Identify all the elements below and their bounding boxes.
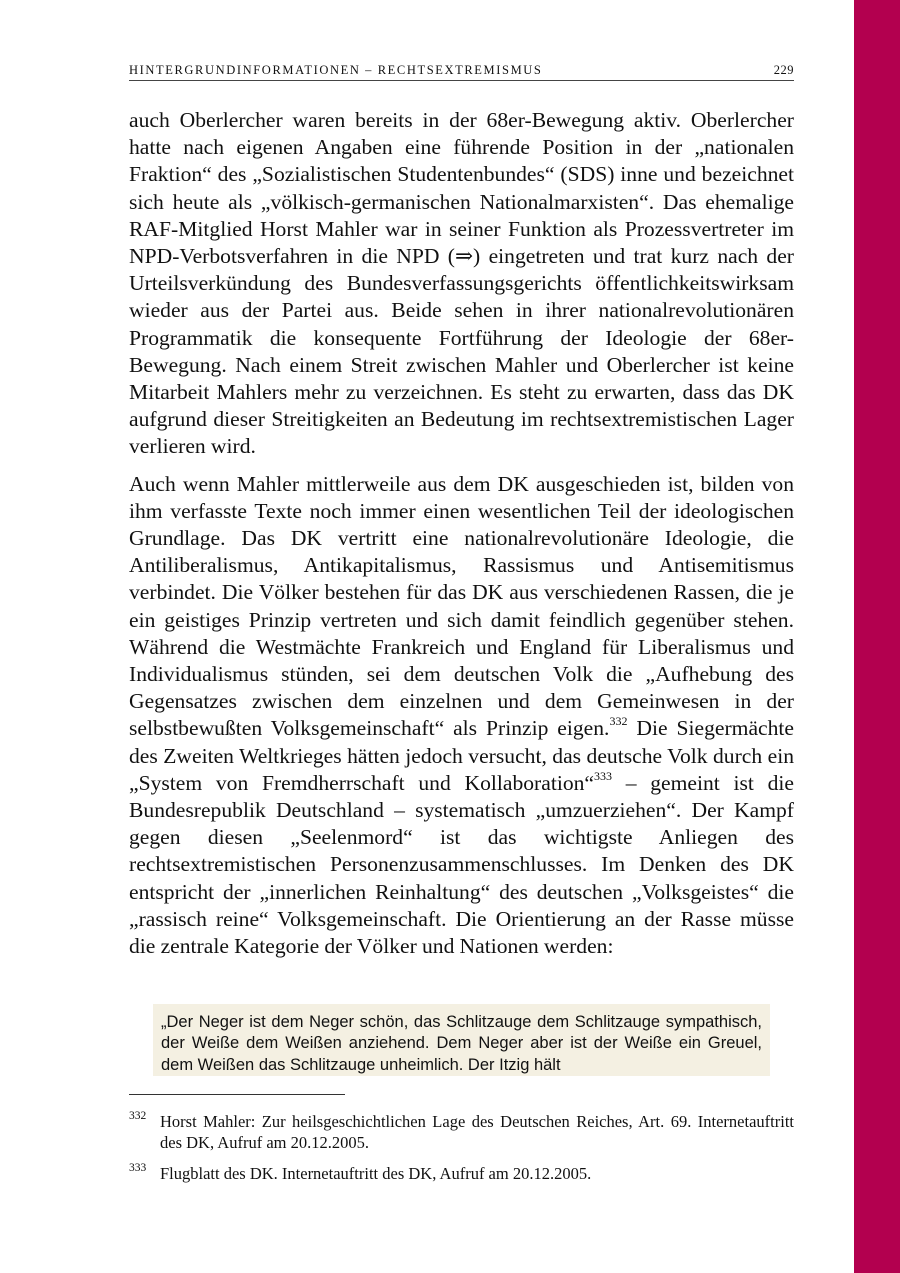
footnote-text: Horst Mahler: Zur heilsgeschichtlichen Lage des Deutschen Reiches, Art. 69. Internetauftritt des DK, Aufruf am 20.12.2005. xyxy=(160,1112,794,1152)
footnote-number: 332 xyxy=(129,1110,147,1122)
page-number: 229 xyxy=(773,63,794,77)
running-title: HINTERGRUNDINFORMATIONEN – RECHTSEXTREMISMUS xyxy=(129,63,543,77)
footnote-text: Flugblatt des DK. Internetauftritt des DK, Aufruf am 20.12.2005. xyxy=(160,1164,592,1183)
paragraph-1: auch Oberlercher waren bereits in der 68er-Bewegung aktiv. Oberlercher hatte nach eigenen Angaben eine führende Position in der „nationalen Fraktion“ des „Sozialistischen Studentenbundes“ (SDS) inne und bezeichnet sich heute als „völkisch-germanischen Nationalmarxisten“. Das ehemalige RAF-Mitglied Horst Mahler war in seiner Funktion als Prozessvertreter im NPD-Verbotsverfahren in die NPD (⇒) eingetreten und trat kurz nach der Urteilsverkündung des Bundesverfassungsgerichts öffentlichkeitswirksam wieder aus der Partei aus. Beide sehen in ihrer nationalrevolutionären Programmatik die konsequente Fortführung der Ideologie der 68er-Bewegung. Nach einem Streit zwischen Mahler und Oberlercher ist keine Mitarbeit Mahlers mehr zu verzeichnen. Es steht zu erwarten, dass das DK aufgrund dieser Streitigkeiten an Bedeutung im rechtsextremistischen Lager verlieren wird. xyxy=(129,108,794,459)
footnote-332 xyxy=(129,1111,794,1153)
footnote-333 xyxy=(129,1163,794,1184)
paragraph-2 xyxy=(129,471,794,961)
running-header xyxy=(129,62,794,81)
paragraph-2-part-1: Auch wenn Mahler mittlerweile aus dem DK ausgeschieden ist, bilden von ihm verfasste Texte noch immer einen wesentlichen Teil der ideologischen Grundlage. Das DK vertritt eine nationalrevolutionäre Ideologie, die Antiliberalismus, Antikapitalismus, Rassismus und Antisemitismus verbindet. Die Völker bestehen für das DK aus verschiedenen Rassen, die je ein geistiges Prinzip vertreten und sich damit feindlich gegenüber stehen. Während die Westmächte Frankreich und England für Liberalismus und Individualismus stünden, sei dem deutschen Volk die „Aufhebung des Gegensatzes zwischen dem einzelnen und dem Gemeinwesen in der selbstbewußten Volksgemeinschaft“ als Prinzip eigen. xyxy=(129,471,794,741)
paragraph-2-part-2: Die Siegermächte des Zweiten Weltkrieges hätten jedoch versucht, das deutsche Volk durch ein „System von Fremdherrschaft und Kollaboration“ xyxy=(129,716,794,795)
footnote-ref-333[interactable]: 333 xyxy=(594,768,613,783)
footnote-ref-332[interactable]: 332 xyxy=(609,714,628,729)
quote-text: „Der Neger ist dem Neger schön, das Schlitzauge dem Schlitzauge sympathisch, der Weiße dem Weißen anziehend. Dem Neger aber ist der Weiße ein Greuel, dem Weißen das Schlitzauge unheimlich. Der Itzig hält xyxy=(161,1013,762,1074)
paragraph-2-part-3: – gemeint ist die Bundesrepublik Deutschland – systematisch „umzuerziehen“. Der Kampf gegen diesen „Seelenmord“ ist das wichtigste Anliegen des rechtsextremistischen Personenzusammenschlusses. Im Denken des DK entspricht der „innerlichen Reinhaltung“ des deutschen „Volksgeistes“ die „rassisch reine“ Volksgemeinschaft. Die Orientierung an der Rasse müsse die zentrale Kategorie der Völker und Nationen werden: xyxy=(129,770,794,959)
footnotes xyxy=(129,1111,794,1194)
side-color-bar xyxy=(854,0,900,1273)
main-text xyxy=(129,107,794,970)
quote-box xyxy=(153,1004,770,1076)
footnote-divider xyxy=(129,1094,345,1095)
footnote-number: 333 xyxy=(129,1162,147,1174)
